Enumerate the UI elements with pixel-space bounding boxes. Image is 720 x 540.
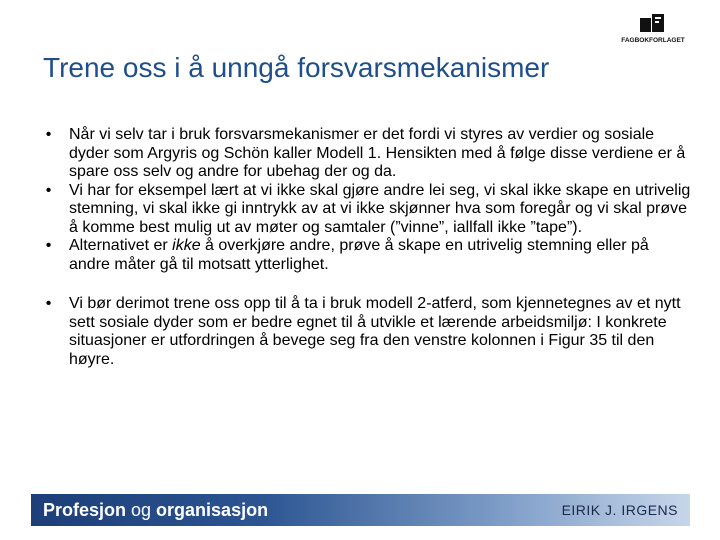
bullet-dot: • <box>45 237 52 254</box>
bullet-list-2 <box>28 295 693 369</box>
bullet-text-start: Alternativet er <box>69 237 173 254</box>
bullet-dot: • <box>45 295 52 312</box>
bullet-text <box>69 237 649 273</box>
footer-title-connector: og <box>126 500 157 520</box>
footer-title-part-2: organisasjon <box>156 500 269 520</box>
bullet-dot: • <box>45 126 52 143</box>
slide-body <box>28 126 693 369</box>
bullet-item <box>28 295 693 369</box>
bullet-text-end: å overkjøre andre, prøve å skape en utrivelig stemning eller på andre måter gå til motsatt ytterlighet. <box>69 237 649 273</box>
bullet-dot: • <box>45 181 52 199</box>
logo-text: FAGBOKFORLAGET <box>621 37 685 44</box>
footer-banner <box>31 494 690 526</box>
publisher-logo <box>620 12 686 48</box>
bullet-text: Vi bør derimot trene oss opp til å ta i bruk modell 2-atferd, som kjennetegnes av et nytt sett sosiale dyder som er bedre egnet til å utvikle et lærende arbeidsmiljø: I konkrete situasjoner er utfordringen å bevege seg fra den venstre kolonnen i Figur 35 til den høyre. <box>69 295 681 368</box>
footer-title-part-1: Profesjon <box>43 500 127 520</box>
book-logo-icon <box>640 14 666 34</box>
footer-author: EIRIK J. IRGENS <box>561 502 678 518</box>
bullet-item <box>28 237 693 274</box>
bullet-item <box>28 182 693 238</box>
page-title: Trene oss i å unngå forsvarsmekanismer <box>43 52 550 83</box>
bullet-text: Når vi selv tar i bruk forsvarsmekanismer er det fordi vi styres av verdier og sosiale dyder som Argyris og Schön kaller Modell 1. Hensikten med å følge disse verdiene er å spare oss selv og andre for ubehag der og da. <box>69 126 686 180</box>
bullet-list-1 <box>28 126 693 274</box>
footer-book-title <box>43 500 268 521</box>
bullet-spacer <box>28 274 693 295</box>
bullet-text: Vi har for eksempel lært at vi ikke skal gjøre andre lei seg, vi skal ikke skape en utrivelig stemning, vi skal ikke gi inntrykk av at vi ikke skjønner hva som foregår og vi skal prøve å komme best mulig ut av møter og samtaler (”vinne”, iallfall ikke ”tape”). <box>69 181 691 236</box>
bullet-text-emphasis: ikke <box>172 237 201 254</box>
bullet-item <box>28 126 693 182</box>
